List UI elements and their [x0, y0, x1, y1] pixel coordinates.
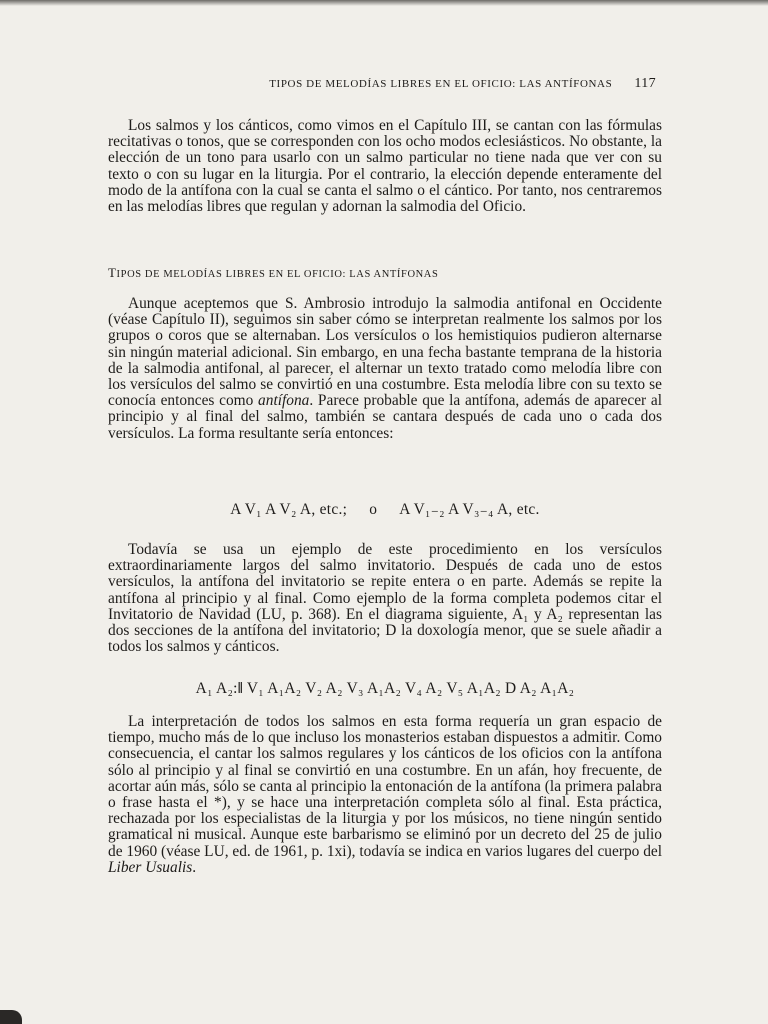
scan-edge-shadow: [0, 0, 768, 6]
paragraph-1: [108, 118, 662, 215]
emphasis-liber-usualis: Liber Usualis: [108, 858, 193, 876]
paragraph-4-text: [108, 714, 662, 876]
formula-invitatory-diagram: [108, 680, 662, 698]
paragraph-2-text-b: . Parece probable que la antífona, además de aparecer al principio y al final del salmo, también se cantara después de cada uno o cada dos versículos. La forma resultante sería entonces:: [108, 392, 662, 442]
page-number: 117: [634, 76, 656, 91]
scan-corner-mark: [0, 1010, 22, 1024]
formula-1-left: A V₁ A V₂ A, etc.;: [230, 501, 348, 518]
paragraph-4-text-a: La interpretación de todos los salmos en esta forma requería un gran espacio de tiempo, mucho más de lo que incluso los monasterios estaban dispuestos a admitir. Como consecuencia, el cantar los salmos regulares y los cánticos de los oficios con la antífona sólo al principio y al final se convirtió en una costumbre. En un afán, hoy frecuente, de acortar aún más, sólo se canta al principio la entonación de la antífona (la primera palabra o frase hasta el *), y se hace una interpretación completa sólo al final. Esta práctica, rechazada por los especialistas de la liturgia y por los músicos, no tiene ningún sentido gramatical ni musical. Aunque este barbarismo se eliminó por un decreto del 25 de julio de 1960 (véase LU, ed. de 1961, p. 1xi), todavía se indica en varios lugares del cuerpo del: [108, 713, 662, 860]
paragraph-3: [108, 542, 662, 655]
running-header-title: TIPOS DE MELODÍAS LIBRES EN EL OFICIO: LAS ANTÍFONAS: [269, 78, 613, 90]
emphasis-antifona: antífona: [258, 392, 310, 410]
paragraph-3-text: Todavía se usa un ejemplo de este procedimiento en los versículos extraordinariamente largos del salmo invitatorio. Después de cada uno de estos versículos, la antífona del invitatorio se repite entera o en parte. Además se repite la antífona al principio y al final. Como ejemplo de la forma completa podemos citar el Invitatorio de Navidad (LU, p. 368). En el diagrama siguiente, A₁ y A₂ representan las dos secciones de la antífona del invitatorio; D la doxología menor, que se suele añadir a todos los salmos y cánticos.: [108, 541, 662, 656]
paragraph-2: [108, 296, 662, 442]
paragraph-4-text-b: .: [192, 858, 197, 876]
paragraph-4: [108, 714, 662, 876]
formula-2-prefix: A₁ A₂:: [195, 680, 238, 697]
paragraph-2-text-a: Aunque aceptemos que S. Ambrosio introdujo la salmodia antifonal en Occidente (véase Capítulo II), seguimos sin saber cómo se interpretan realmente los salmos por los grupos o coros que se alternaban. Los versículos o los hemistiquios pudieron alternarse sin ningún material adicional. Sin embargo, en una fecha bastante temprana de la historia de la salmodia antifonal, al parecer, el alternar un texto tratado como melodía libre con los versículos del salmo se convirtió en una costumbre. Esta melodía libre con su texto se conocía entonces como: [108, 295, 662, 410]
formula-antiphonal-forms: [108, 500, 662, 519]
section-heading: TIPOS DE MELODÍAS LIBRES EN EL OFICIO: LAS ANTÍFONAS: [108, 265, 439, 280]
paragraph-2-text: [108, 296, 662, 442]
formula-2-sequence: V₁ A₁A₂ V₂ A₂ V₃ A₁A₂ V₄ A₂ V₅ A₁A₂ D A₂ A₁A₂: [246, 680, 575, 697]
double-barline: ‖: [237, 680, 244, 697]
running-header: [120, 76, 656, 92]
formula-1-right: A V₁₋₂ A V₃₋₄ A, etc.: [399, 501, 540, 518]
formula-1-connector: o: [369, 501, 378, 518]
paragraph-1-text: Los salmos y los cánticos, como vimos en el Capítulo III, se cantan con las fórmulas recitativas o tonos, que se corresponden con los ocho modos eclesiásticos. No obstante, la elección de un tono para usarlo con un salmo particular no tiene nada que ver con su texto o con su lugar en la liturgia. Por el contrario, la elección depende enteramente del modo de la antífona con la cual se canta el salmo o el cántico. Por tanto, nos centraremos en las melodías libres que regulan y adornan la salmodia del Oficio.: [108, 117, 662, 216]
